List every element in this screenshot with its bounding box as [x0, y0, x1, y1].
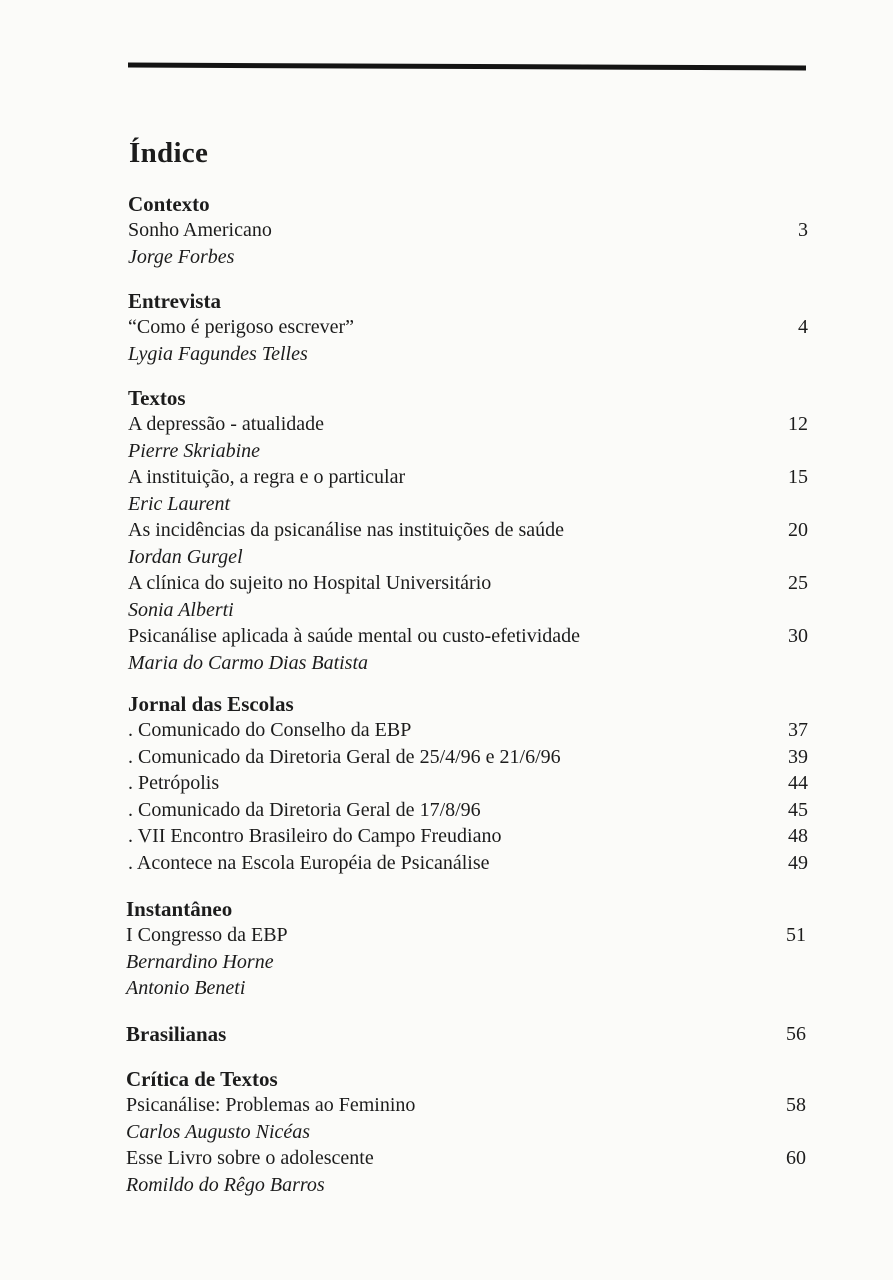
entry-title: . Petrópolis: [128, 772, 220, 794]
section-heading: Instantâneo: [126, 897, 233, 921]
entry-author: Antonio Beneti: [126, 977, 246, 999]
entry-page: 44: [788, 772, 808, 794]
entry-page: 60: [786, 1147, 806, 1169]
top-rule: [128, 63, 806, 71]
toc-entry[interactable]: [126, 1021, 806, 1047]
section-critica-de-textos: [126, 1066, 806, 1198]
section-jornal-das-escolas: [128, 691, 808, 876]
entry-title: . Comunicado da Diretoria Geral de 25/4/96 e 21/6/96: [128, 745, 561, 768]
toc-entry[interactable]: [128, 314, 808, 341]
toc-entry[interactable]: [128, 570, 808, 597]
toc-entry[interactable]: [128, 744, 808, 771]
entry-title: “Como é perigoso escrever”: [128, 316, 355, 338]
entry-author: Pierre Skriabine: [128, 439, 261, 462]
entry-page: 56: [786, 1023, 806, 1045]
section-brasilianas: [126, 1021, 806, 1047]
section-instantaneo: [126, 896, 806, 1002]
toc-entry[interactable]: [128, 850, 808, 877]
entry-title: A clínica do sujeito no Hospital Universitário: [128, 572, 492, 594]
entry-page: 45: [788, 798, 808, 821]
section-textos: [128, 385, 808, 676]
toc-entry[interactable]: [128, 517, 808, 544]
entry-title: Psicanálise: Problemas ao Feminino: [126, 1094, 416, 1116]
toc-entry[interactable]: [128, 797, 808, 824]
entry-title: A depressão - atualidade: [128, 413, 325, 435]
toc-entry[interactable]: [128, 770, 808, 797]
entry-author: Lygia Fagundes Telles: [128, 342, 308, 365]
entry-title: . Acontece na Escola Européia de Psicanálise: [128, 851, 490, 874]
entry-author: Sonia Alberti: [128, 598, 234, 621]
entry-page: 37: [788, 719, 808, 741]
entry-title: . Comunicado do Conselho da EBP: [128, 719, 412, 741]
entry-title: I Congresso da EBP: [126, 924, 288, 946]
entry-page: 15: [788, 466, 808, 488]
entry-page: 20: [788, 519, 808, 541]
toc-entry[interactable]: [128, 217, 808, 244]
entry-page: 4: [798, 316, 808, 338]
section-heading: Entrevista: [128, 289, 221, 313]
entry-title: A instituição, a regra e o particular: [128, 466, 406, 488]
entry-title: . VII Encontro Brasileiro do Campo Freudiano: [128, 825, 502, 847]
entry-title: Psicanálise aplicada à saúde mental ou custo-efetividade: [128, 625, 581, 647]
entry-page: 30: [788, 625, 808, 647]
entry-author: Maria do Carmo Dias Batista: [128, 651, 369, 674]
entry-page: 48: [788, 825, 808, 847]
page-title: Índice: [129, 137, 209, 169]
toc-entry[interactable]: [126, 1092, 806, 1119]
entry-author: Eric Laurent: [128, 492, 231, 515]
toc-entry[interactable]: [128, 411, 808, 438]
entry-title: Esse Livro sobre o adolescente: [126, 1147, 374, 1169]
entry-title: . Comunicado da Diretoria Geral de 17/8/96: [128, 798, 481, 821]
toc-entry[interactable]: [128, 464, 808, 491]
entry-author: Bernardino Horne: [126, 950, 274, 973]
entry-author: Carlos Augusto Nicéas: [126, 1120, 311, 1143]
entry-page: 25: [788, 572, 808, 594]
entry-title: As incidências da psicanálise nas instituições de saúde: [128, 519, 564, 541]
section-contexto: [128, 191, 808, 270]
section-heading: Crítica de Textos: [126, 1067, 278, 1091]
toc-entry[interactable]: [128, 623, 808, 650]
section-heading: Contexto: [128, 192, 210, 216]
entry-page: 39: [788, 745, 808, 768]
entry-author: Jorge Forbes: [128, 245, 235, 268]
toc-entry[interactable]: [128, 823, 808, 850]
section-heading: Jornal das Escolas: [128, 692, 294, 716]
section-entrevista: [128, 288, 808, 367]
entry-author: Romildo do Rêgo Barros: [126, 1173, 325, 1196]
entry-title: Sonho Americano: [128, 219, 272, 241]
entry-page: 3: [798, 219, 808, 241]
toc-entry[interactable]: [128, 717, 808, 744]
entry-author: Iordan Gurgel: [128, 545, 243, 568]
entry-page: 12: [788, 413, 808, 435]
section-heading: Textos: [128, 386, 186, 410]
toc-entry[interactable]: [126, 922, 806, 949]
entry-page: 49: [788, 851, 808, 874]
entry-page: 58: [786, 1094, 806, 1116]
section-heading: Brasilianas: [126, 1022, 227, 1046]
toc-entry[interactable]: [126, 1145, 806, 1172]
entry-page: 51: [786, 924, 806, 946]
